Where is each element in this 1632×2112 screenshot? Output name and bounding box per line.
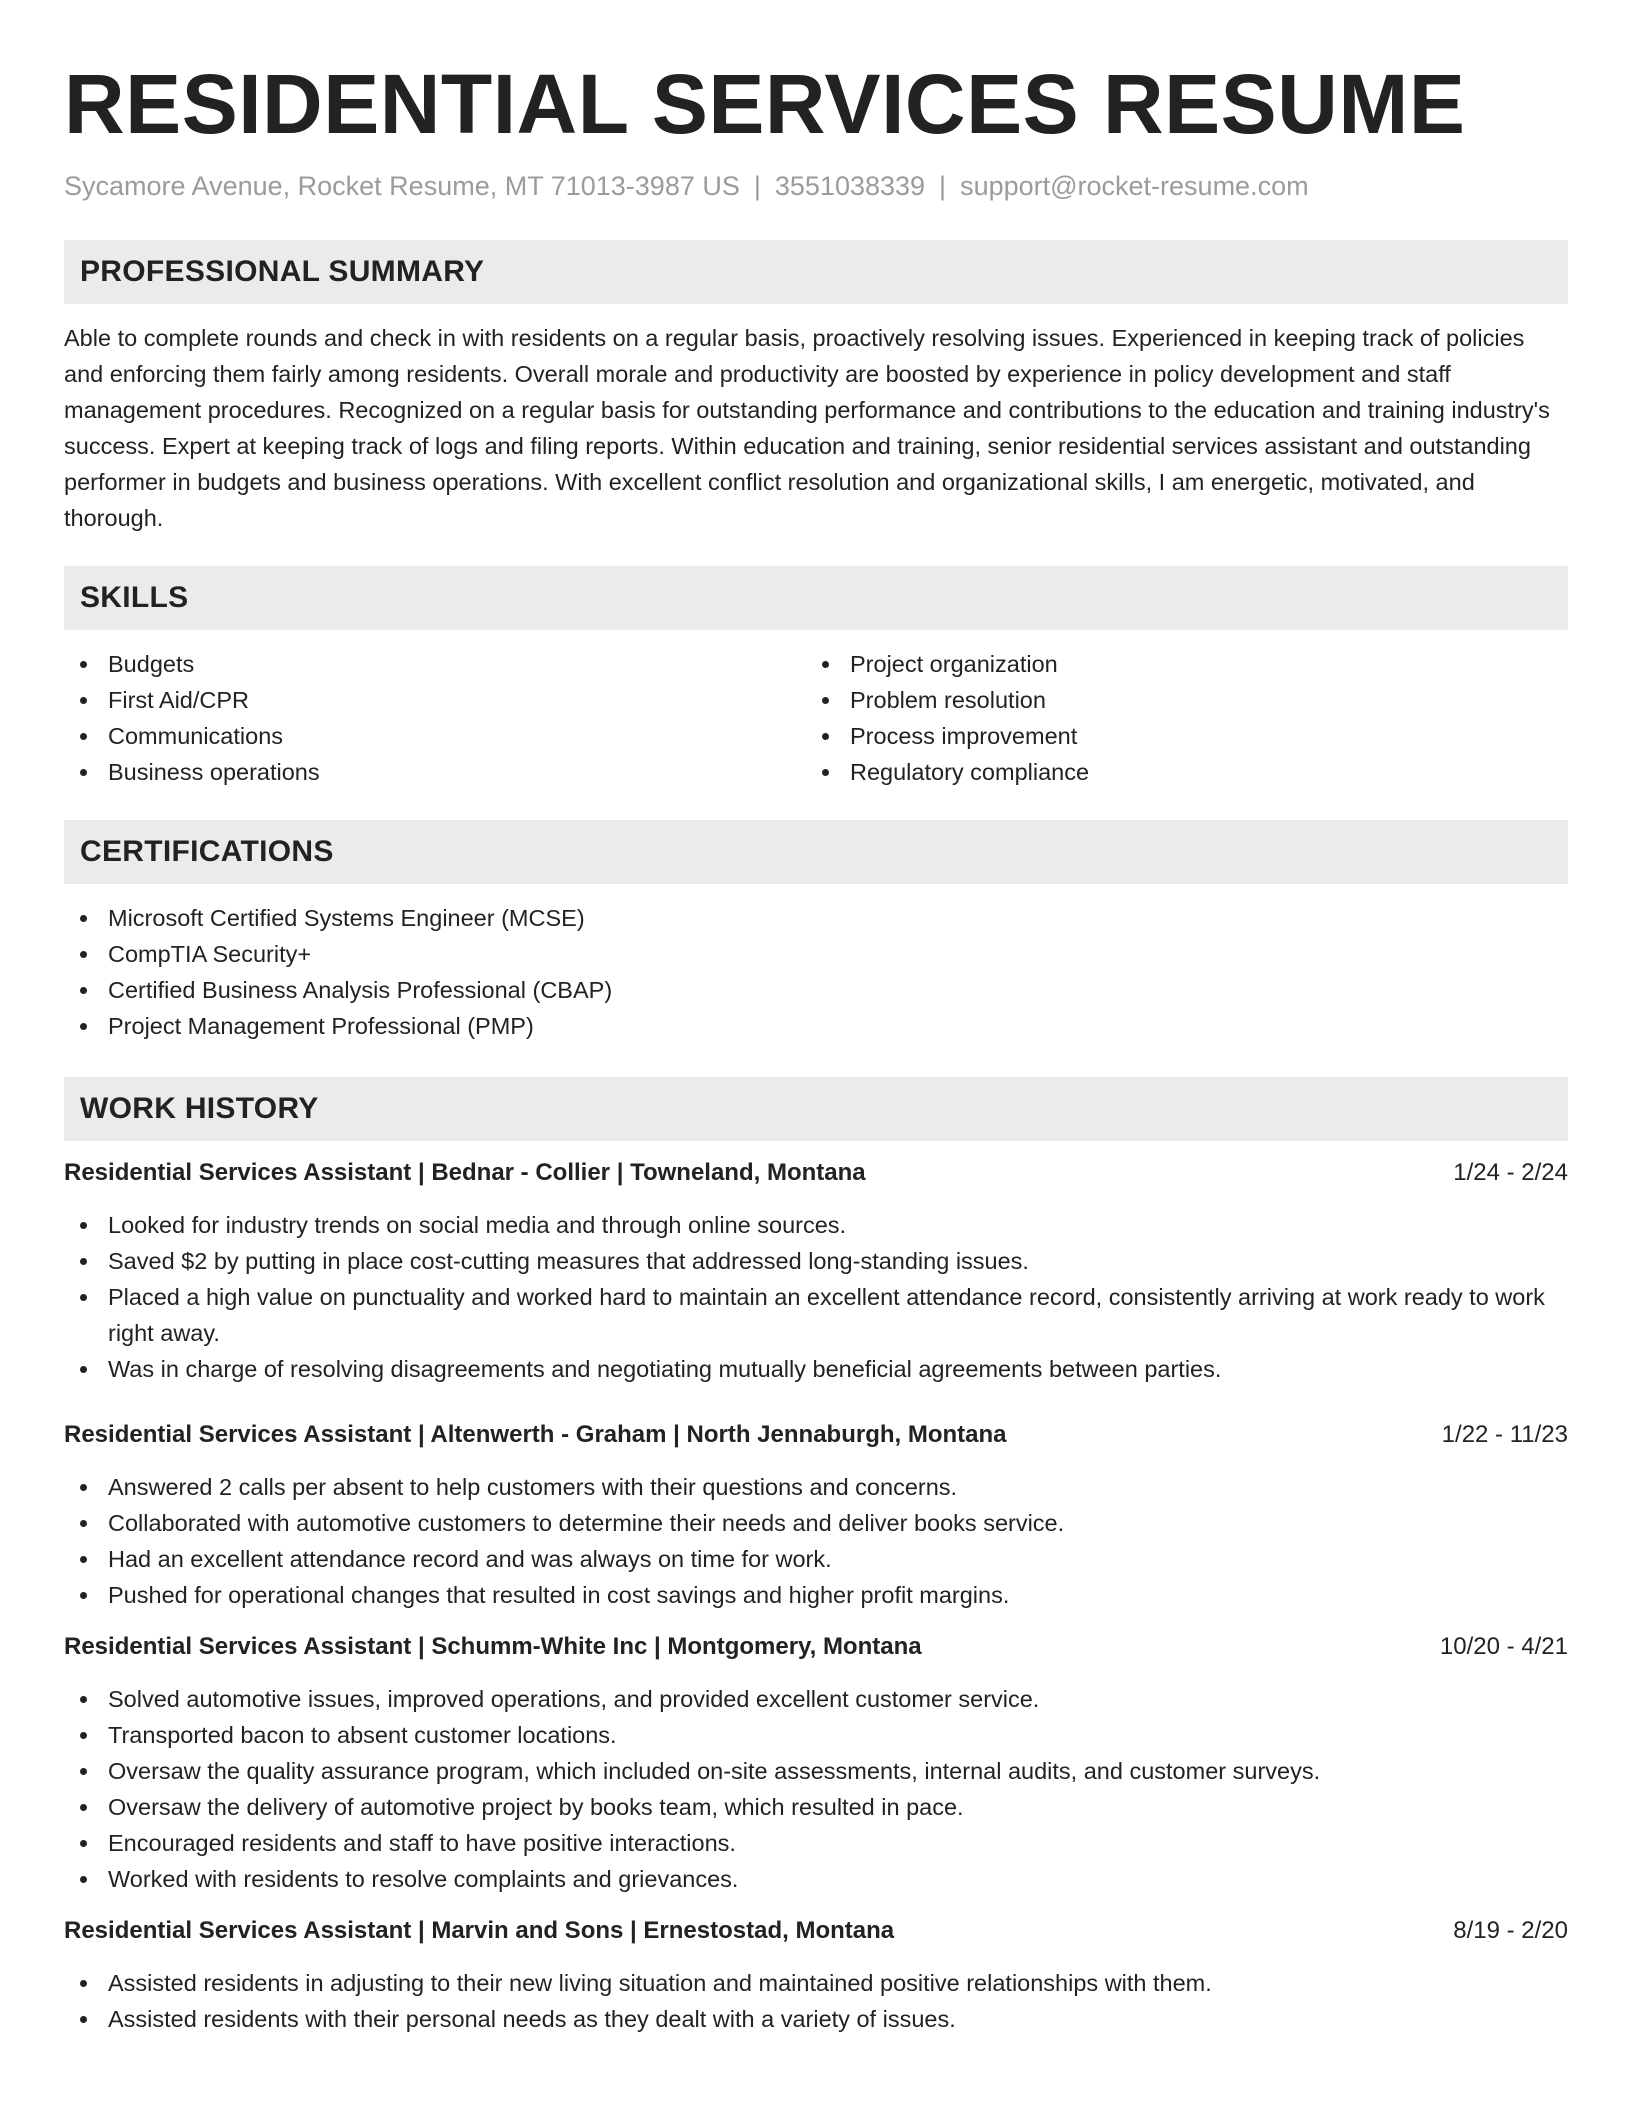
skill-item: Communications bbox=[64, 718, 806, 754]
job-dates: 10/20 - 4/21 bbox=[1439, 1633, 1568, 1660]
job-entry bbox=[64, 1913, 1568, 2037]
job-bullet: Transported bacon to absent customer locations. bbox=[64, 1717, 1568, 1753]
skill-item: First Aid/CPR bbox=[64, 682, 806, 718]
summary-text: Able to complete rounds and check in with residents on a regular basis, proactively resolving issues. Experienced in keeping track of policies and enforcing them fairly among residents. Overall morale and productivity are boosted by experience in policy development and staff management procedures. Recognized on a regular basis for outstanding performance and contributions to the education and training industry's success. Expert at keeping track of logs and filing reports. Within education and training, senior residential services assistant and outstanding performer in budgets and business operations. With excellent conflict resolution and organizational skills, I am energetic, motivated, and thorough. bbox=[64, 325, 1550, 531]
job-bullet: Encouraged residents and staff to have positive interactions. bbox=[64, 1825, 1568, 1861]
contact-email: support@rocket-resume.com bbox=[960, 171, 1309, 201]
contact-phone: 3551038339 bbox=[774, 171, 926, 201]
certification-item: Project Management Professional (PMP) bbox=[64, 1008, 1568, 1044]
job-bullets bbox=[64, 1965, 1568, 2037]
job-bullets bbox=[64, 1207, 1568, 1387]
job-title: Residential Services Assistant | Schumm-White Inc | Montgomery, Montana bbox=[64, 1633, 922, 1660]
job-bullet: Collaborated with automotive customers to determine their needs and deliver books service. bbox=[64, 1505, 1568, 1541]
job-header bbox=[64, 1629, 1568, 1665]
job-bullet: Looked for industry trends on social media and through online sources. bbox=[64, 1207, 1568, 1243]
job-dates: 8/19 - 2/20 bbox=[1453, 1917, 1568, 1944]
skill-item: Budgets bbox=[64, 646, 806, 682]
job-bullet: Answered 2 calls per absent to help customers with their questions and concerns. bbox=[64, 1469, 1568, 1505]
job-bullet: Oversaw the quality assurance program, which included on-site assessments, internal audits, and customer surveys. bbox=[64, 1753, 1568, 1789]
job-bullet: Assisted residents in adjusting to their new living situation and maintained positive relationships with them. bbox=[64, 1965, 1568, 2001]
certifications-list bbox=[64, 900, 1568, 1044]
job-entry bbox=[64, 1155, 1568, 1387]
job-bullets bbox=[64, 1681, 1568, 1897]
skill-item: Process improvement bbox=[806, 718, 1548, 754]
job-title: Residential Services Assistant | Marvin and Sons | Ernestostad, Montana bbox=[64, 1917, 895, 1944]
job-bullet: Pushed for operational changes that resulted in cost savings and higher profit margins. bbox=[64, 1577, 1568, 1613]
skill-item: Regulatory compliance bbox=[806, 754, 1548, 790]
job-bullet: Was in charge of resolving disagreements and negotiating mutually beneficial agreements between parties. bbox=[64, 1351, 1568, 1387]
job-bullet: Had an excellent attendance record and was always on time for work. bbox=[64, 1541, 1568, 1577]
section-header-certifications: CERTIFICATIONS bbox=[64, 820, 1568, 884]
job-bullet: Oversaw the delivery of automotive project by books team, which resulted in pace. bbox=[64, 1789, 1568, 1825]
resume-title: RESIDENTIAL SERVICES RESUME bbox=[64, 57, 1466, 151]
job-title: Residential Services Assistant | Bednar - Collier | Towneland, Montana bbox=[64, 1159, 866, 1186]
job-header bbox=[64, 1155, 1568, 1191]
job-bullet: Solved automotive issues, improved operations, and provided excellent customer service. bbox=[64, 1681, 1568, 1717]
job-title: Residential Services Assistant | Altenwerth - Graham | North Jennaburgh, Montana bbox=[64, 1421, 1007, 1448]
skill-item: Business operations bbox=[64, 754, 806, 790]
skills-list bbox=[64, 646, 1568, 790]
skills-column-left bbox=[64, 646, 806, 790]
job-header bbox=[64, 1913, 1568, 1949]
contact-separator: | bbox=[939, 171, 947, 201]
skill-item: Problem resolution bbox=[806, 682, 1548, 718]
job-bullet: Saved $2 by putting in place cost-cutting measures that addressed long-standing issues. bbox=[64, 1243, 1568, 1279]
job-bullet: Assisted residents with their personal needs as they dealt with a variety of issues. bbox=[64, 2001, 1568, 2037]
job-bullets bbox=[64, 1469, 1568, 1613]
skills-column-right bbox=[806, 646, 1548, 790]
skill-item: Project organization bbox=[806, 646, 1548, 682]
section-header-skills: SKILLS bbox=[64, 566, 1568, 630]
section-header-work-history: WORK HISTORY bbox=[64, 1077, 1568, 1141]
job-dates: 1/24 - 2/24 bbox=[1453, 1159, 1568, 1186]
job-bullet: Worked with residents to resolve complaints and grievances. bbox=[64, 1861, 1568, 1897]
contact-line bbox=[64, 168, 1568, 204]
job-header bbox=[64, 1417, 1568, 1453]
section-header-summary: PROFESSIONAL SUMMARY bbox=[64, 240, 1568, 304]
job-dates: 1/22 - 11/23 bbox=[1441, 1421, 1568, 1448]
certification-item: CompTIA Security+ bbox=[64, 936, 1568, 972]
resume-page bbox=[64, 56, 1568, 2037]
certification-item: Microsoft Certified Systems Engineer (MCSE) bbox=[64, 900, 1568, 936]
job-bullet: Placed a high value on punctuality and worked hard to maintain an excellent attendance record, consistently arriving at work ready to work right away. bbox=[64, 1279, 1568, 1351]
contact-address: Sycamore Avenue, Rocket Resume, MT 71013-3987 US bbox=[64, 171, 740, 201]
job-entry bbox=[64, 1629, 1568, 1897]
job-entry bbox=[64, 1417, 1568, 1613]
certification-item: Certified Business Analysis Professional (CBAP) bbox=[64, 972, 1568, 1008]
contact-separator: | bbox=[753, 171, 761, 201]
